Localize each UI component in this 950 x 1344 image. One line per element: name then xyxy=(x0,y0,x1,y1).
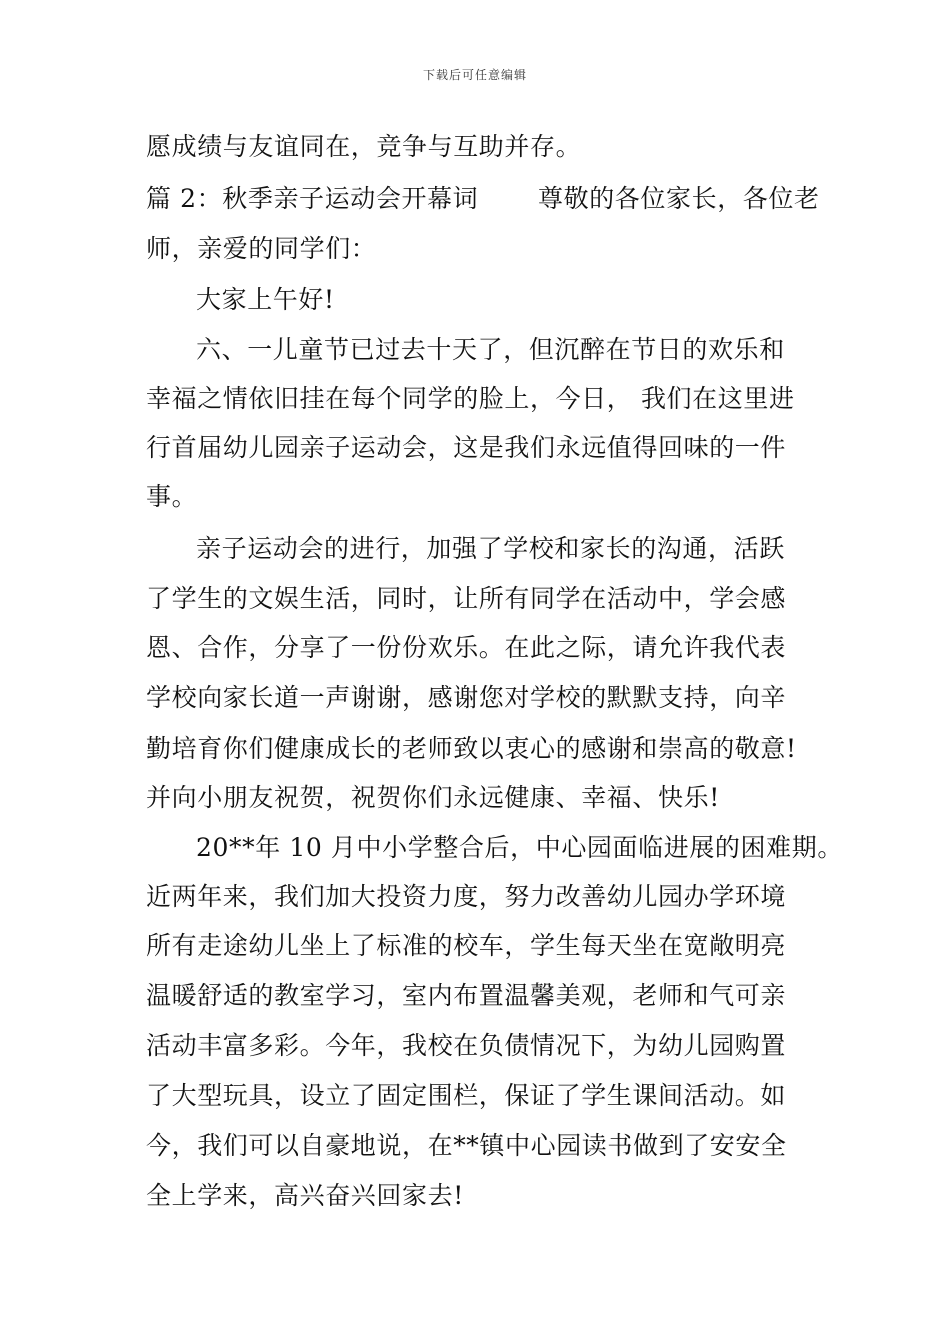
paragraph-start-line: 20**年 10 月中小学整合后，中心园面临进展的困难期。 xyxy=(196,833,843,862)
body-line: 了学生的文娱生活，同时，让所有同学在活动中，学会感 xyxy=(146,584,787,613)
page-header: 下载后可任意编辑 xyxy=(422,68,527,82)
body-line: 幸福之情依旧挂在每个同学的脸上，今日， 我们在这里进 xyxy=(146,384,795,413)
body-line: 今，我们可以自豪地说，在**镇中心园读书做到了安安全 xyxy=(146,1131,787,1160)
body-line: 愿成绩与友谊同在，竞争与互助并存。 xyxy=(146,132,582,161)
paragraph-start-line: 亲子运动会的进行，加强了学校和家长的沟通，活跃 xyxy=(196,534,785,563)
body-line: 近两年来，我们加大投资力度，努力改善幼儿园办学环境 xyxy=(146,882,787,911)
body-line: 活动丰富多彩。今年，我校在负债情况下，为幼儿园购置 xyxy=(146,1031,787,1060)
paragraph-start-line: 六、一儿童节已过去十天了，但沉醉在节日的欢乐和 xyxy=(196,335,785,364)
body-line: 勤培育你们健康成长的老师致以衷心的感谢和崇高的敬意! xyxy=(146,734,797,763)
greeting-line: 大家上午好! xyxy=(196,285,335,314)
body-line: 恩、合作，分享了一份份欢乐。在此之际，请允许我代表 xyxy=(146,633,787,662)
body-line: 所有走途幼儿坐上了标准的校车，学生每天坐在宽敞明亮 xyxy=(146,931,787,960)
body-line: 事。 xyxy=(146,482,198,511)
body-line: 行首届幼儿园亲子运动会，这是我们永远值得回味的一件 xyxy=(146,433,787,462)
body-line: 了大型玩具，设立了固定围栏，保证了学生课间活动。如 xyxy=(146,1081,787,1110)
body-line: 学校向家长道一声谢谢，感谢您对学校的默默支持，向辛 xyxy=(146,683,787,712)
section-heading-line: 篇 2：秋季亲子运动会开幕词 尊敬的各位家长，各位老 xyxy=(146,184,820,213)
body-line: 全上学来，高兴奋兴回家去! xyxy=(146,1181,464,1210)
body-line: 温暖舒适的教室学习，室内布置温馨美观，老师和气可亲 xyxy=(146,981,787,1010)
body-line: 并向小朋友祝贺，祝贺你们永远健康、幸福、快乐! xyxy=(146,783,720,812)
body-line: 师，亲爱的同学们： xyxy=(146,234,377,263)
